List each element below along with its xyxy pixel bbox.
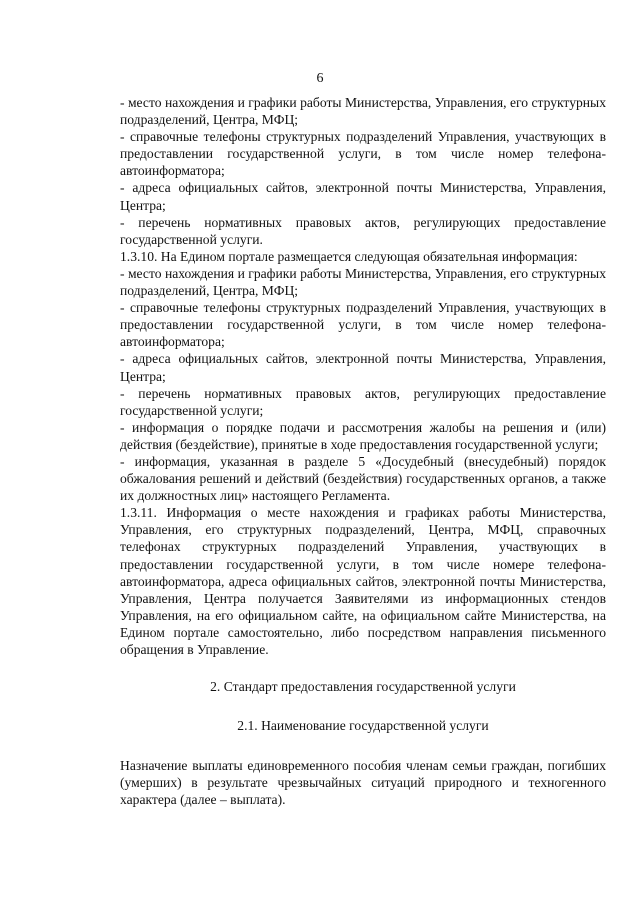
paragraph-10: - информация о порядке подачи и рассмотрения жалобы на решения и (или) действия (бездействие), принятые в ходе предоставления государственной услуги; [120, 419, 606, 452]
paragraph-9: - перечень нормативных правовых актов, регулирующих предоставление государственной услуги; [120, 385, 606, 418]
paragraph-final: Назначение выплаты единовременного пособия членам семьи граждан, погибших (умерших) в результате чрезвычайных ситуаций природного и техногенного характера (далее – выплата). [120, 758, 606, 808]
paragraph-11: - информация, указанная в разделе 5 «Досудебный (внесудебный) порядок обжалования решений и действий (бездействия) государственных органов, а также их должностных лиц» настоящего Регламента. [120, 453, 606, 504]
paragraph-3: - адреса официальных сайтов, электронной почты Министерства, Управления, Центра; [120, 180, 606, 213]
paragraph-7: - справочные телефоны структурных подразделений Управления, участвующих в предоставлении государственной услуги, в том числе номер телефона-автоинформатора; [120, 300, 606, 350]
paragraph-2: - справочные телефоны структурных подразделений Управления, участвующих в предоставлении государственной услуги, в том числе номер телефона-автоинформатора; [120, 129, 606, 179]
document-body [120, 94, 606, 809]
paragraph-12: 1.3.11. Информация о месте нахождения и графиках работы Министерства, Управления, его структурных подразделений, Центра, МФЦ, справочных телефонах структурных подразделений Управления, участвующих в предоставлении государственной услуги, в том числе номере телефона-автоинформатора, адреса официальных сайтов, электронной почты Министерства, Управления, Центра получается Заявителями из информационных стендов Управления, на его официальном сайте, на официальном сайте Министерства, на Едином портале самостоятельно, либо посредством направления письменного обращения в Управление. [120, 505, 606, 657]
page-number: 6 [316, 71, 324, 86]
paragraph-5: 1.3.10. На Едином портале размещается следующая обязательная информация: [120, 248, 578, 264]
paragraph-4: - перечень нормативных правовых актов, регулирующих предоставление государственной услуги. [120, 214, 606, 247]
subsection-heading: 2.1. Наименование государственной услуги [237, 718, 489, 734]
paragraph-6: - место нахождения и графики работы Министерства, Управления, его структурных подразделений, Центра, МФЦ; [120, 265, 606, 299]
paragraph-1: - место нахождения и графики работы Министерства, Управления, его структурных подразделений, Центра, МФЦ; [120, 95, 606, 128]
section-heading: 2. Стандарт предоставления государственной услуги [210, 679, 516, 695]
paragraph-8: - адреса официальных сайтов, электронной почты Министерства, Управления, Центра; [120, 351, 606, 384]
